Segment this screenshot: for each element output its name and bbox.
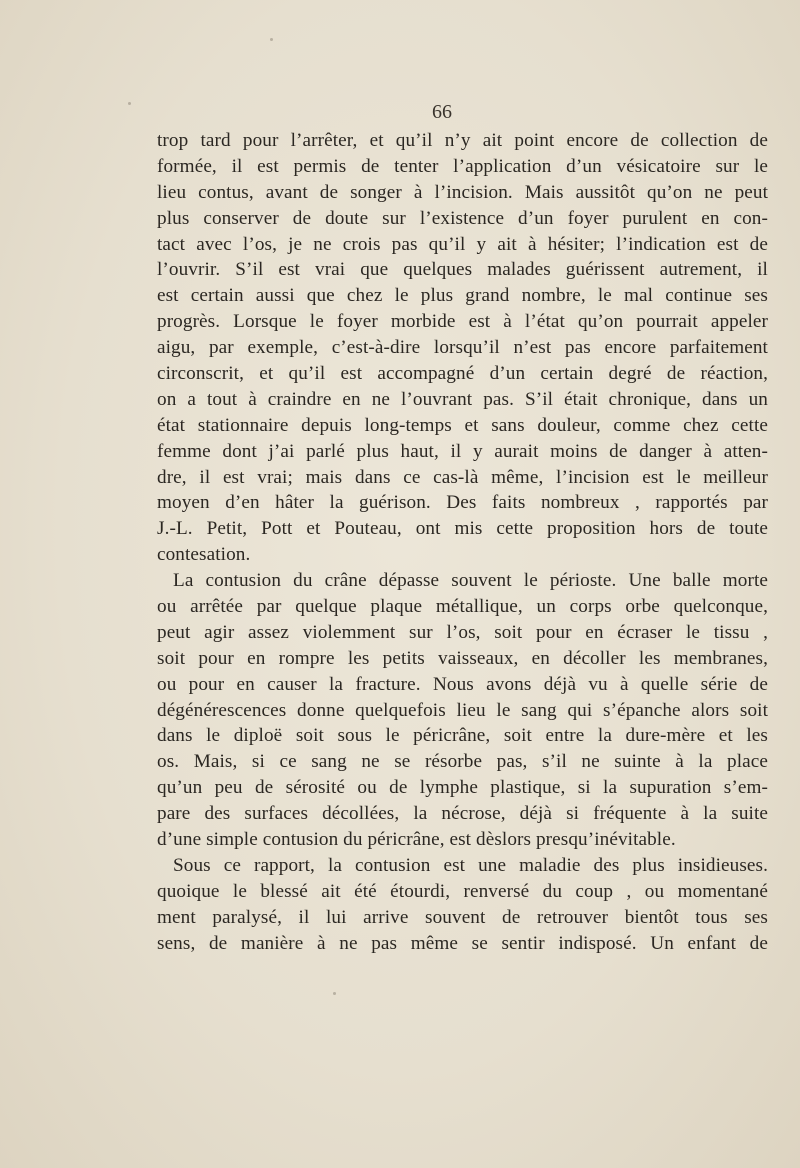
text-line: aigu, par exemple, c’est-à-dire lorsqu’il n’est pas encore parfaitement (157, 337, 768, 359)
text-line: femme dont j’ai parlé plus haut, il y aurait moins de danger à atten- (157, 440, 768, 462)
text-line: contesation. (157, 544, 251, 566)
text-line: qu’un peu de sérosité ou de lymphe plastique, si la supuration s’em- (157, 777, 768, 799)
body-text (157, 128, 768, 957)
text-line: lieu contus, avant de songer à l’incision. Mais aussitôt qu’on ne peut (157, 181, 768, 203)
paragraph (157, 568, 768, 853)
text-line: sens, de manière à ne pas même se sentir indisposé. Un enfant de (157, 932, 768, 954)
text-line: Sous ce rapport, la contusion est une maladie des plus insidieuses. (173, 854, 768, 876)
text-line: pare des surfaces décollées, la nécrose, déjà si fréquente à la suite (157, 803, 768, 825)
text-line: dégénérescences donne quelquefois lieu le sang qui s’épanche alors soit (157, 699, 768, 721)
text-line: circonscrit, et qu’il est accompagné d’un certain degré de réaction, (157, 363, 768, 385)
text-line: on a tout à craindre en ne l’ouvrant pas. S’il était chronique, dans un (157, 388, 768, 410)
paragraph (157, 128, 768, 568)
text-line: formée, il est permis de tenter l’application d’un vésicatoire sur le (157, 155, 768, 177)
text-line: ou pour en causer la fracture. Nous avons déjà vu à quelle série de (157, 673, 768, 695)
text-line: dans le diploë soit sous le péricrâne, soit entre la dure-mère et les (157, 725, 768, 747)
text-line: l’ouvrir. S’il est vrai que quelques malades guérissent autrement, il (157, 259, 768, 281)
text-line: moyen d’en hâter la guérison. Des faits nombreux , rapportés par (157, 492, 768, 514)
text-line: tact avec l’os, je ne crois pas qu’il y ait à hésiter; l’indication est de (157, 233, 768, 255)
text-line: plus conserver de doute sur l’existence d’un foyer purulent en con- (157, 207, 768, 229)
text-line: ment paralysé, il lui arrive souvent de retrouver bientôt tous ses (157, 906, 768, 928)
text-line: est certain aussi que chez le plus grand nombre, le mal continue ses (157, 285, 768, 307)
text-line: dre, il est vrai; mais dans ce cas-là même, l’incision est le meilleur (157, 466, 768, 488)
text-line: os. Mais, si ce sang ne se résorbe pas, s’il ne suinte à la place (157, 751, 768, 773)
page-number: 66 (432, 101, 452, 123)
paper-speck (333, 992, 336, 995)
text-line: état stationnaire depuis long-temps et sans douleur, comme chez cette (157, 414, 768, 436)
text-line: soit pour en rompre les petits vaisseaux, en décoller les membranes, (157, 647, 768, 669)
text-line: ou arrêtée par quelque plaque métallique, un corps orbe quelconque, (157, 596, 768, 618)
text-line: La contusion du crâne dépasse souvent le périoste. Une balle morte (173, 570, 768, 592)
text-line: quoique le blessé ait été étourdi, renversé du coup , ou momentané (157, 880, 768, 902)
paragraph (157, 853, 768, 957)
text-line: trop tard pour l’arrêter, et qu’il n’y ait point encore de collection de (157, 130, 768, 151)
text-line: progrès. Lorsque le foyer morbide est à l’état qu’on pourrait appeler (157, 311, 768, 333)
text-line: d’une simple contusion du péricrâne, est dèslors presqu’inévitable. (157, 829, 676, 851)
text-line: peut agir assez violemment sur l’os, soit pour en écraser le tissu , (157, 621, 768, 643)
paper-speck (270, 38, 273, 41)
paper-speck (128, 102, 131, 105)
text-line: J.-L. Petit, Pott et Pouteau, ont mis cette proposition hors de toute (157, 518, 768, 540)
